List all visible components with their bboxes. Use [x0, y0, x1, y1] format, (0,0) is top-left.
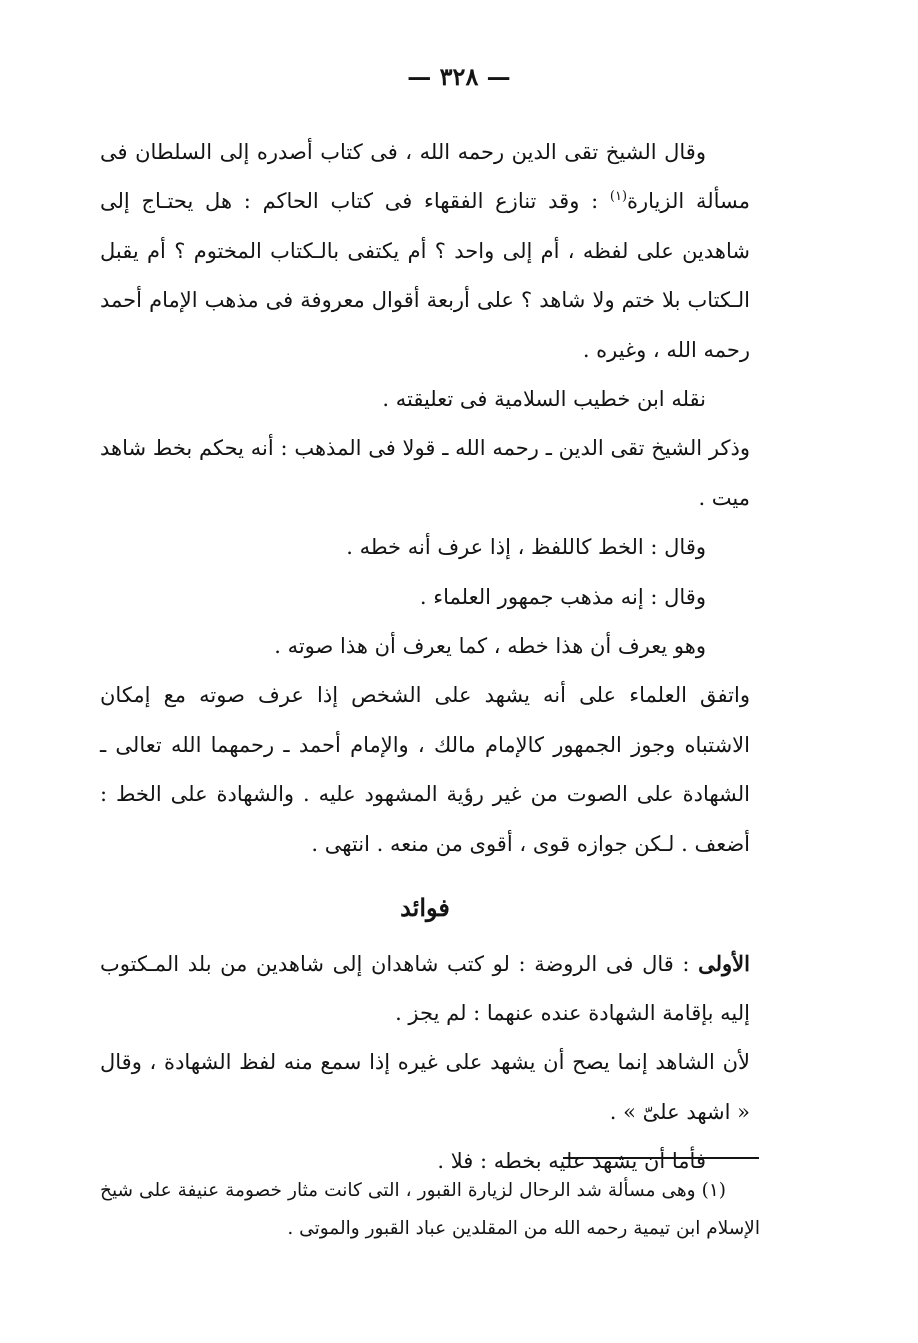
- paragraph-1: [100, 128, 750, 375]
- paragraph-9: لأن الشاهد إنما يصح أن يشهد على غيره إذا سمع منه لفظ الشهادة ، وقال « اشهد علىّ » .: [100, 1050, 750, 1124]
- footnote-1: [100, 1172, 760, 1248]
- paragraph-8: [100, 939, 750, 1039]
- page-number: — ٣٢٨ —: [407, 62, 511, 91]
- paragraph-2: نقله ابن خطيب السلامية فى تعليقته .: [382, 387, 706, 412]
- paragraph-8-text: : قال فى الروضة : لو كتب شاهدان إلى شاهدين من بلد المـكتوب إليه بإقامة الشهادة عنده عنهما : لم يجز .: [100, 951, 750, 1025]
- paragraph-3: وذكر الشيخ تقى الدين ـ رحمه الله ـ قولا فى المذهب : أنه يحكم بخط شاهد ميت .: [100, 436, 750, 510]
- paragraph-10: فأما أن يشهد عليه بخطه : فلا .: [437, 1149, 706, 1174]
- main-text: [100, 128, 750, 1187]
- paragraph-1-rest: : وقد تنازع الفقهاء فى كتاب الحاكم : هل يحتـاج إلى شاهدين على لفظه ، أم إلى واحد ؟ أم يكتفى بالـكتاب المختوم ؟ أم يقبل الـكتاب بلا ختم ولا شاهد ؟ على أربعة أقوال معروفة فى مذهب الإمام أحمد رحمه الله ، وغيره .: [100, 189, 750, 362]
- section-heading: فوائد: [400, 893, 450, 923]
- paragraph-1-start: وقال الشيخ تقى الدين رحمه الله ، فى كتاب أصدره إلى السلطان فى مسألة الزيارة: [100, 140, 750, 214]
- paragraph-5: وقال : إنه مذهب جمهور العلماء .: [419, 584, 706, 609]
- footnotes: [100, 1172, 760, 1248]
- footnote-separator: [563, 1157, 759, 1159]
- footnote-1-text: وهى مسألة شد الرحال لزيارة القبور ، التى كانت مثار خصومة عنيفة على شيخ الإسلام ابن تيمية رحمه الله من المقلدين عباد القبور والموتى .: [100, 1180, 760, 1239]
- paragraph-6: وهو يعرف أن هذا خطه ، كما يعرف أن هذا صوته .: [274, 634, 706, 659]
- first-benefit-label: الأولى: [698, 950, 750, 976]
- footnote-reference-1: (١): [609, 189, 628, 205]
- paragraph-4: وقال : الخط كاللفظ ، إذا عرف أنه خطه .: [346, 535, 706, 560]
- paragraph-7: واتفق العلماء على أنه يشهد على الشخص إذا عرف صوته مع إمكان الاشتباه وجوز الجمهور كالإمام مالك ، والإمام أحمد ـ رحمهما الله تعالى ـ الشهادة على الصوت من غير رؤية المشهود عليه . والشهادة على الخط : أضعف . لـكن جوازه قوى ، أقوى من منعه . انتهى .: [100, 683, 750, 856]
- footnote-1-marker: (١): [701, 1180, 726, 1201]
